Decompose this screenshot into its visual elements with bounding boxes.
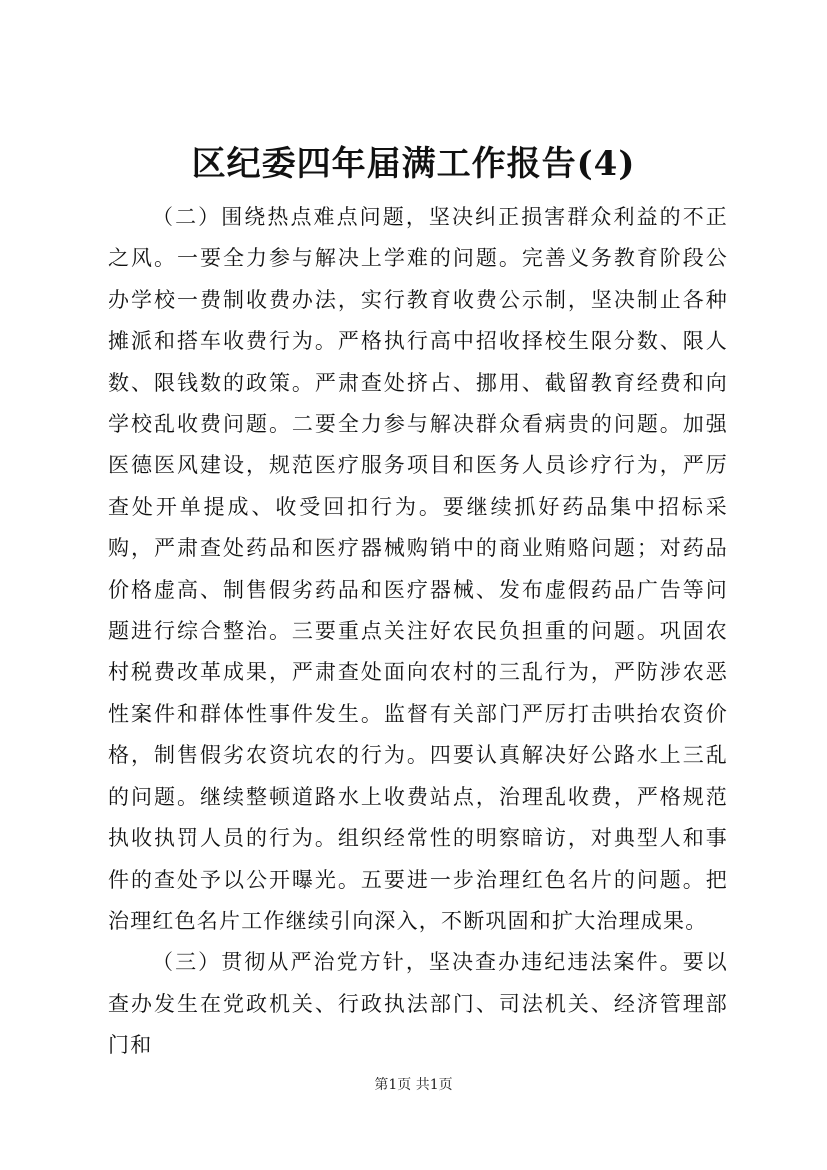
paragraph: （二）围绕热点难点问题，坚决纠正损害群众利益的不正之风。一要全力参与解决上学难的问题。完善义务教育阶段公办学校一费制收费办法，实行教育收费公示制，坚决制止各种摊派和搭车收费行为。严格执行高中招收择校生限分数、限人数、限钱数的政策。严肃查处挤占、挪用、截留教育经费和向学校乱收费问题。二要全力参与解决群众看病贵的问题。加强医德医风建设，规范医疗服务项目和医务人员诊疗行为，严厉查处开单提成、收受回扣行为。要继续抓好药品集中招标采购，严肃查处药品和医疗器械购销中的商业贿赂问题；对药品价格虚高、制售假劣药品和医疗器械、发布虚假药品广告等问题进行综合整治。三要重点关注好农民负担重的问题。巩固农村税费改革成果，严肃查处面向农村的三乱行为，严防涉农恶性案件和群体性事件发生。监督有关部门严厉打击哄抬农资价格，制售假劣农资坑农的行为。四要认真解决好公路水上三乱的问题。继续整顿道路水上收费站点，治理乱收费，严格规范执收执罚人员的行为。组织经常性的明察暗访，对典型人和事件的查处予以公开曝光。五要进一步治理红色名片的问题。把治理红色名片工作继续引向深入，不断巩固和扩大治理成果。 <box>108 205 728 933</box>
document-title: 区纪委四年届满工作报告(4) <box>191 144 636 184</box>
document-body <box>108 197 728 1067</box>
page-number: 第1页 共1页 <box>374 1077 453 1093</box>
paragraph: （三）贯彻从严治党方针，坚决查办违纪违法案件。要以查办发生在党政机关、行政执法部门、司法机关、经济管理部门和 <box>108 950 728 1058</box>
